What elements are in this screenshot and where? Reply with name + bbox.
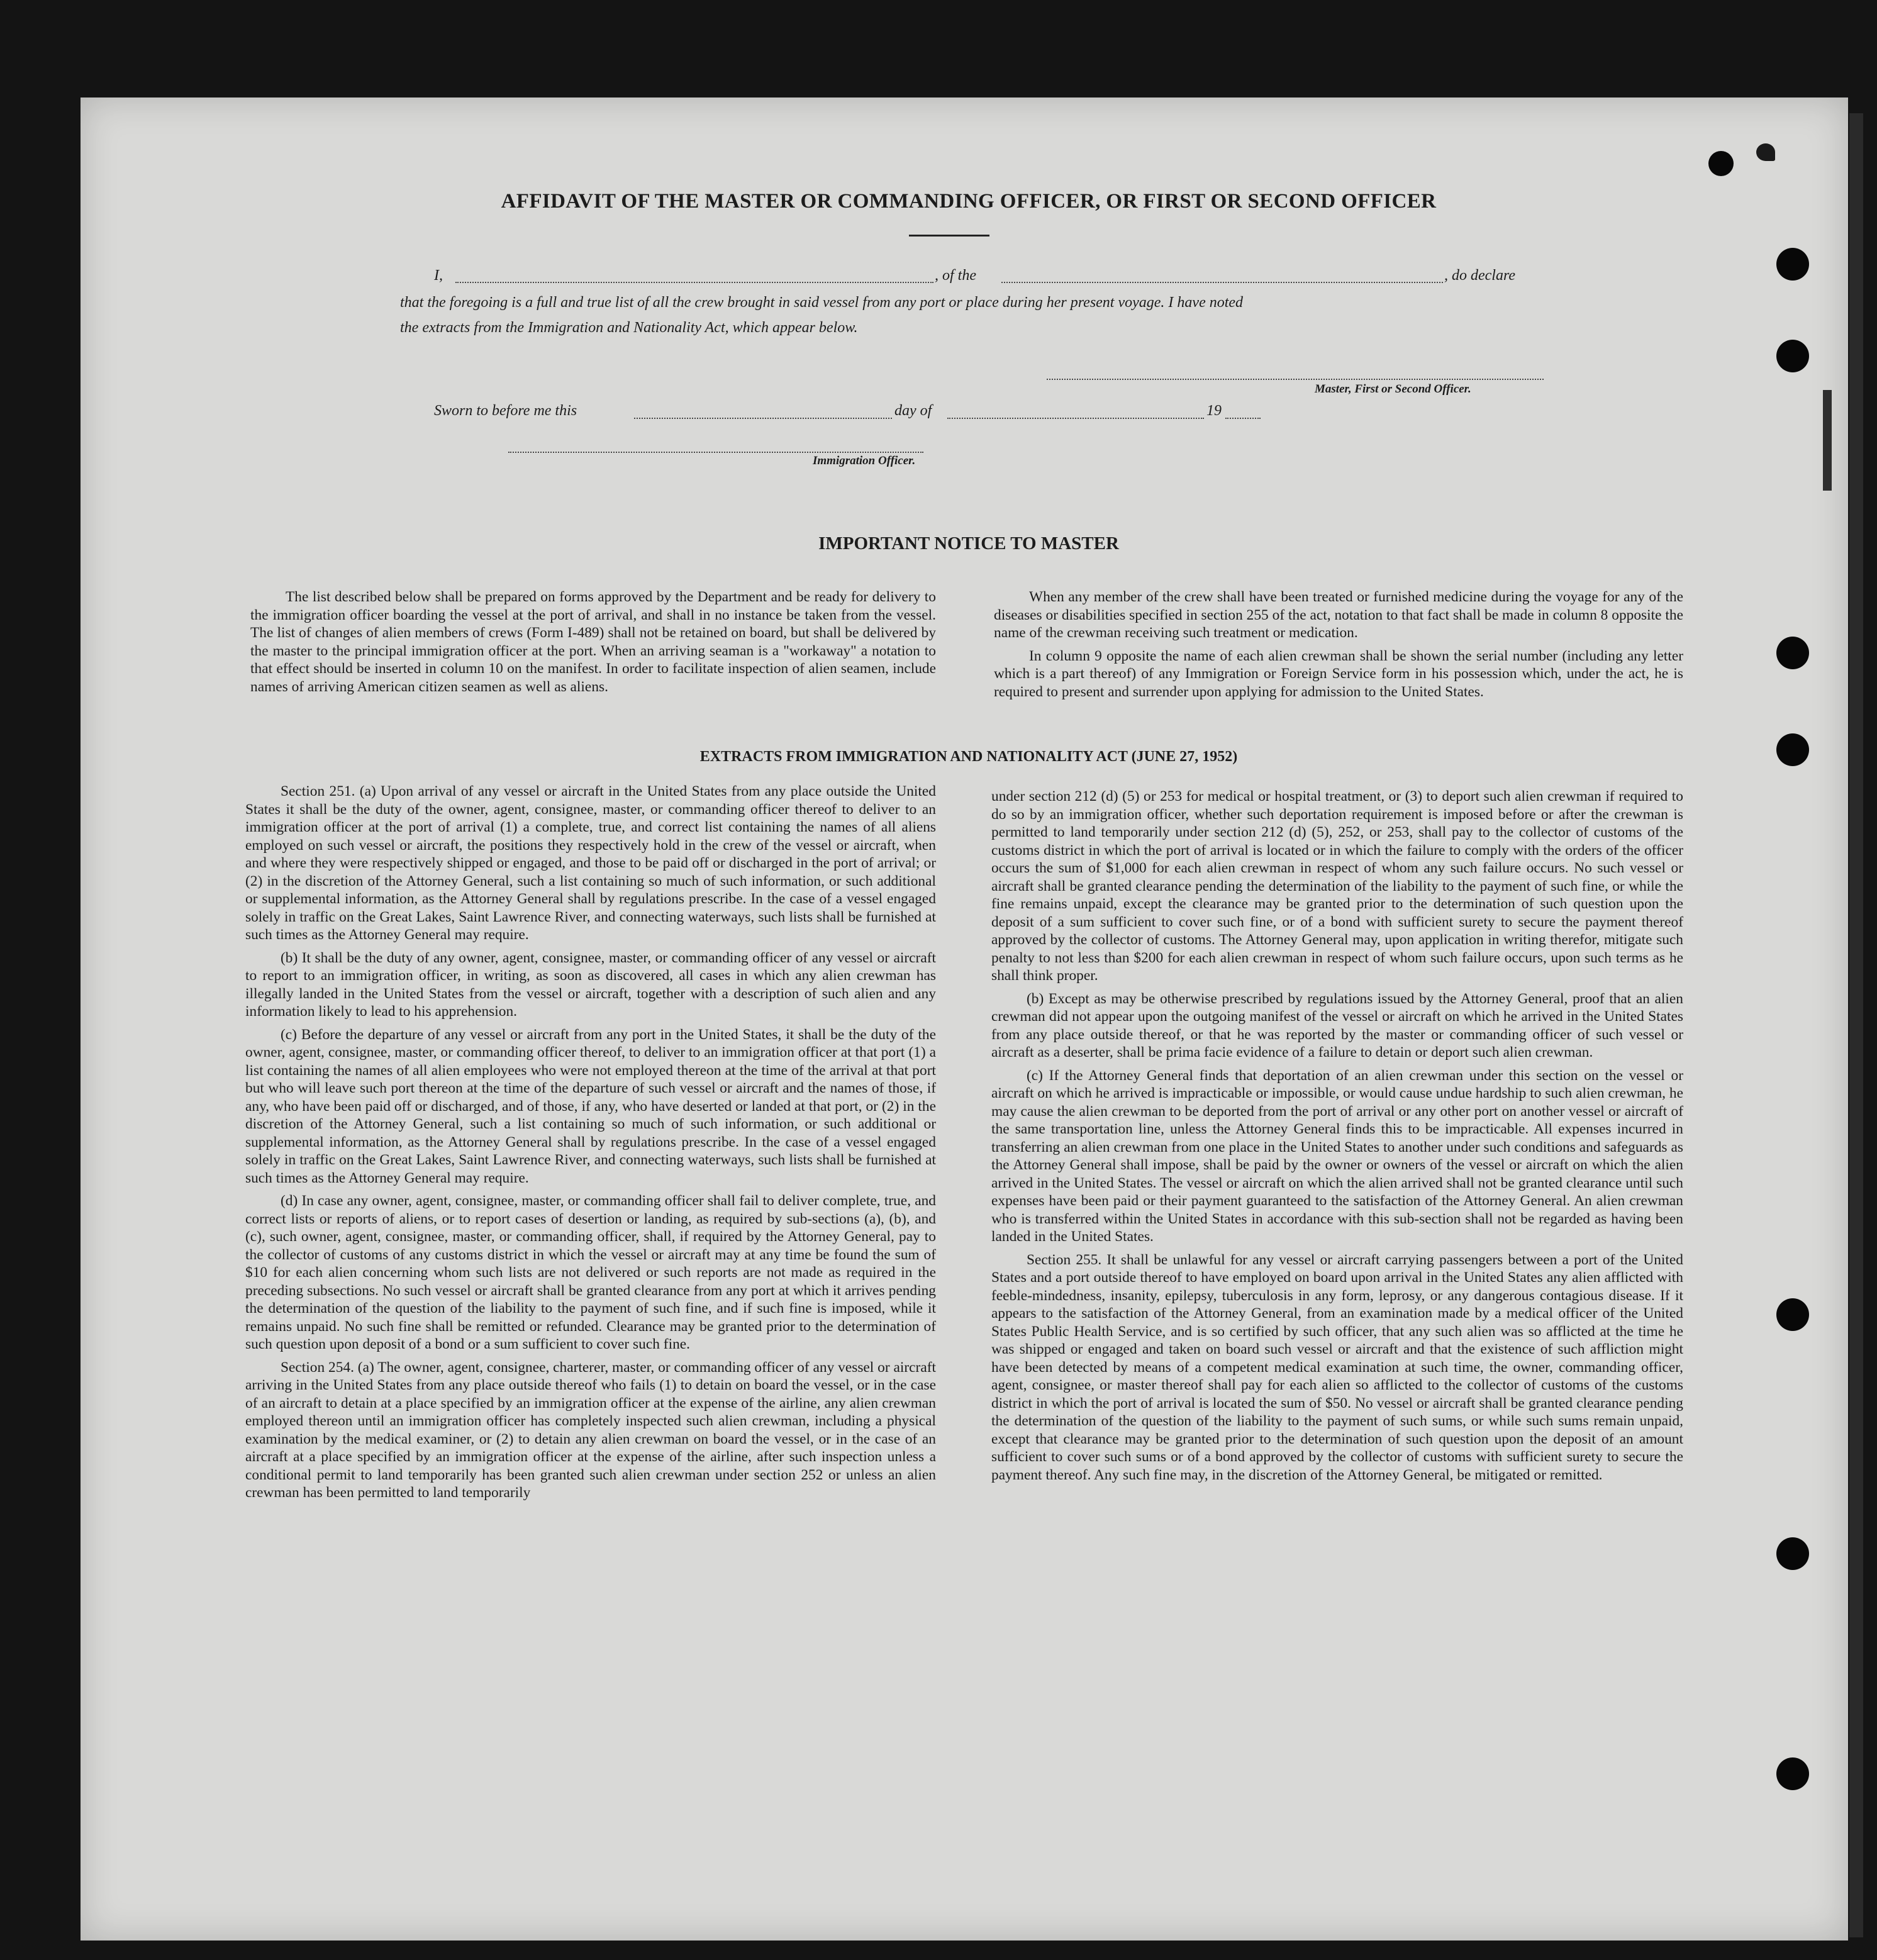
sworn-label: Sworn to before me this xyxy=(434,403,577,419)
sworn-year-blank[interactable] xyxy=(1225,418,1261,419)
scan-edge-bar xyxy=(1849,113,1863,1937)
binder-hole xyxy=(1776,1298,1809,1331)
affidavit-title: AFFIDAVIT OF THE MASTER OR COMMANDING OFFICER, OR FIRST OR SECOND OFFICER xyxy=(501,190,1437,213)
extract-paragraph: (d) In case any owner, agent, consignee, master, or commanding officer shall fail to deliver complete, true, and correct lists or reports of aliens, or to report cases of desertion or landing, as required by sub-sections (a), (b), and (c), such owner, agent, consignee, master, or commanding officer, shall, if required by the Attorney General, pay to the collector of customs of any customs district in which the vessel or aircraft may at any time be found the sum of $10 for each alien concerning whom such lists are not delivered or such reports are not made as required in the preceding subsections. No such vessel or aircraft shall be granted clearance from any port at which it arrives pending the determination of the question of the liability to the payment of such fine, and if such fine is imposed, while it remains unpaid. No such fine shall be remitted or refunded. Clearance may be granted prior to the determination of such question upon deposit of a bond or a sum sufficient to cover such fine. xyxy=(245,1193,936,1352)
extracts-title: EXTRACTS FROM IMMIGRATION AND NATIONALITY ACT (JUNE 27, 1952) xyxy=(699,749,1238,765)
master-signature-line[interactable] xyxy=(1047,379,1544,380)
name-blank[interactable] xyxy=(455,282,933,283)
binder-hole xyxy=(1776,1757,1809,1790)
vessel-blank[interactable] xyxy=(1001,282,1443,283)
year-prefix: 19 xyxy=(1206,403,1222,419)
notice-paragraph: In column 9 opposite the name of each alien crewman shall be shown the serial number (including any letter which is a part thereof) of any Immigration or Foreign Service form in his possession which, under the act, he is required to present and surrender upon applying for admission to the United States. xyxy=(994,647,1683,700)
title-rule xyxy=(909,235,989,237)
declaration-do-declare: , do declare xyxy=(1444,267,1516,284)
binder-hole xyxy=(1776,340,1809,372)
extract-paragraph: under section 212 (d) (5) or 253 for medical or hospital treatment, or (3) to deport such alien crewman if required to do so by an immigration officer, whether such deportation requirement is imposed before or after the crewman is permitted to land temporarily under section 212 (d) (5), 252, or 253, shall pay to the collector of customs of the customs district in which the port of arrival is located or in which the failure to comply with the orders of the officer occurs the sum of $1,000 for each alien crewman in respect of whom any such failure occurs. No such vessel or aircraft shall be granted clearance pending the determination of the liability to the payment of such fine, or while the fine remains unpaid, except the clearance may be granted prior to the determination of such question upon the deposit of a sum sufficient to cover such fine, or of a bond with sufficient surety to secure the payment thereof approved by the collector of customs. The Attorney General may, upon application in writing therefor, mitigate such penalty to not less than $200 for each alien crewman in respect of whom such failure occurs, upon such terms as he shall think proper. xyxy=(991,788,1683,984)
notice-paragraph: When any member of the crew shall have been treated or furnished medicine during the voyage for any of the diseases or disabilities specified in section 255 of the act, notation to that fact shall be made in column 8 opposite the name of the crewman receiving such treatment or medication. xyxy=(994,589,1683,641)
sworn-day-blank[interactable] xyxy=(634,418,892,419)
officer-caption: Immigration Officer. xyxy=(813,454,916,467)
officer-signature-line[interactable] xyxy=(508,452,923,453)
extract-paragraph: (b) Except as may be otherwise prescribed by regulations issued by the Attorney General, proof that an alien crewman did not appear upon the outgoing manifest of the vessel or aircraft on which he arrived in the United States from any place outside thereof, or that he was reported by the master or commanding officer of such vessel or aircraft as a deserter, shall be prima facie evidence of a failure to detain or deport such alien crewman. xyxy=(991,990,1683,1061)
notice-right-column xyxy=(994,588,1683,706)
binder-hole xyxy=(1776,637,1809,669)
extract-paragraph: Section 255. It shall be unlawful for any vessel or aircraft carrying passengers between a port of the United States and a port outside thereof to have employed on board upon arrival in the United States any alien afflicted with feeble-mindedness, insanity, epilepsy, tuberculosis in any form, leprosy, or any dangerous contagious disease. If it appears to the satisfaction of the Attorney General, from an examination made by a medical officer of the United States Public Health Service, and is so certified by such officer, that any such alien was so afflicted at the time he was shipped or engaged and taken on board such vessel or aircraft and that the existence of such affliction might have been detected by means of a competent medical examination at such time, the owner, commanding officer, agent, consignee, or master thereof shall pay for each alien so afflicted to the collector of customs of the customs district in which the port of arrival is located the sum of $50. No vessel or aircraft shall be granted clearance pending the determination of the question of the liability to the payment of such sums, or while such sums remain unpaid, except that clearance may be granted prior to the determination of such question upon the deposit of an amount sufficient to cover such sums or of a bond approved by the collector of customs with sufficient surety to secure the payment thereof. Any such fine may, in the discretion of the Attorney General, be mitigated or remitted. xyxy=(991,1251,1683,1483)
sworn-month-blank[interactable] xyxy=(947,418,1204,419)
extract-paragraph: (c) Before the departure of any vessel or aircraft from any port in the United States, it shall be the duty of the owner, agent, consignee, master, or commanding officer thereof, to deliver to an immigration officer at that port (1) a list containing the names of all alien employees who were not employed thereon at the time of the arrival at that port but who will leave such port thereon at the time of the departure of such vessel or aircraft and the names of those, if any, who have been paid off or discharged, and of those, if any, who have deserted or landed at that port, or (2) in the discretion of the Attorney General, such a list containing so much of such information, or such additional or supplemental information, as the Attorney General shall by regulations prescribe. In the case of a vessel engaged solely in traffic on the Great Lakes, Saint Lawrence River, and connecting waterways, such lists shall be furnished at such times as the Attorney General may require. xyxy=(245,1026,936,1186)
master-caption: Master, First or Second Officer. xyxy=(1315,382,1471,396)
binder-hole xyxy=(1776,1537,1809,1570)
declaration-line-2: that the foregoing is a full and true list of all the crew brought in said vessel from any port or place during her present voyage. I have noted xyxy=(400,294,1244,311)
notice-paragraph: The list described below shall be prepared on forms approved by the Department and be ready for delivery to the immigration officer boarding the vessel at the port of arrival, and shall in no instance be taken from the vessel. The list of changes of alien members of crews (Form I-489) shall not be retained on board, but shall be delivered by the master to the principal immigration officer at the port. When an arriving seaman is a "workaway" a notation to that effect should be inserted in column 10 on the manifest. In order to facilitate inspection of alien seamen, include names of arriving American citizen seamen as well as aliens. xyxy=(250,589,936,695)
extract-paragraph: Section 254. (a) The owner, agent, consignee, charterer, master, or commanding officer of any vessel or aircraft arriving in the United States from any place outside thereof who fails (1) to detain on board the vessel, or in the case of an aircraft to detain at a place specified by an immigration officer at the expense of the airline, any alien crewman employed thereon until an immigration officer has completely inspected such alien crewman, including a physical examination by the medical examiner, or (2) to detain any alien crewman on board the vessel, or in the case of an aircraft at a place specified by an immigration officer at the expense of the airline, after such inspection unless a conditional permit to land temporarily has been granted such alien crewman under section 252 or unless an alien crewman has been permitted to land temporarily xyxy=(245,1359,936,1501)
day-of-label: day of xyxy=(894,403,932,419)
scan-edge-bar xyxy=(1823,390,1832,491)
declaration-line-3: the extracts from the Immigration and Nationality Act, which appear below. xyxy=(400,320,858,336)
binder-hole xyxy=(1708,151,1734,176)
binder-hole xyxy=(1776,248,1809,281)
extracts-left-column xyxy=(245,782,936,1507)
extract-paragraph: (c) If the Attorney General finds that deportation of an alien crewman under this section on the vessel or aircraft on which he arrived is impracticable or impossible, or would cause undue hardship to such alien crewman, he may cause the alien crewman to be deported from the port of arrival or any other port on another vessel or aircraft of the same transportation line, unless the Attorney General finds this to be impracticable. All expenses incurred in transferring an alien crewman from one place in the United States to another under such conditions and safeguards as the Attorney General shall impose, shall be paid by the owner or owners of the vessel or aircraft on which the alien arrived in the United States. The vessel or aircraft on which the alien arrived shall not be granted clearance until such expenses have been paid or their payment guaranteed to the satisfaction of the Attorney General. An alien crewman who is transferred within the United States in accordance with this sub-section shall not be regarded as having been landed in the United States. xyxy=(991,1067,1683,1245)
extract-paragraph: Section 251. (a) Upon arrival of any vessel or aircraft in the United States from any place outside the United States it shall be the duty of the owner, agent, consignee, master, or commanding officer thereof to deliver to an immigration officer at the port of arrival (1) a complete, true, and correct list containing the names of all aliens employed on such vessel or aircraft, the positions they respectively hold in the crew of the vessel or aircraft, when and where they were respectively shipped or engaged, and those to be paid off or discharged in the port of arrival; or (2) in the discretion of the Attorney General, such a list containing so much of such information, or such additional or supplemental information, as the Attorney General shall by regulations prescribe. In the case of a vessel engaged solely in traffic on the Great Lakes, Saint Lawrence River, and connecting waterways, such lists shall be furnished at such times as the Attorney General may require. xyxy=(245,783,936,943)
declaration-i: I, xyxy=(434,267,443,284)
declaration-of-the: , of the xyxy=(935,267,976,284)
notice-left-column xyxy=(250,588,936,701)
notice-title: IMPORTANT NOTICE TO MASTER xyxy=(818,533,1119,554)
extract-paragraph: (b) It shall be the duty of any owner, agent, consignee, master, or commanding officer of any vessel or aircraft to report to an immigration officer, in writing, as soon as discovered, all cases in which any alien crewman has illegally landed in the United States from the vessel or aircraft, together with a description of such alien and any information likely to lead to his apprehension. xyxy=(245,949,936,1020)
binder-hole xyxy=(1776,733,1809,766)
scan-mark xyxy=(1756,143,1775,161)
extracts-right-column xyxy=(991,788,1683,1489)
